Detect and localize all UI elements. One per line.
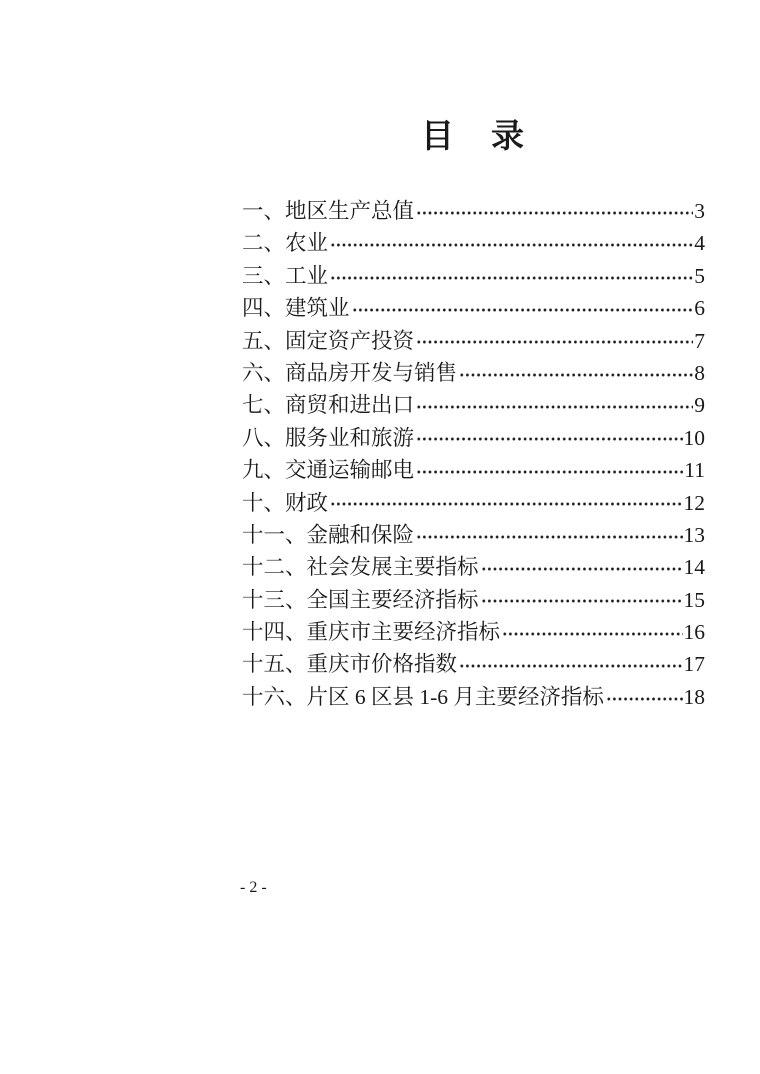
toc-entry <box>242 357 705 389</box>
toc-entry-page-number: 13 <box>683 522 705 547</box>
dot-leader <box>459 648 682 680</box>
toc-entry-page-number: 4 <box>694 231 705 256</box>
toc-entry-page-number: 5 <box>694 263 705 288</box>
toc-entry-page-number: 15 <box>683 587 705 612</box>
toc-entry-page-number: 16 <box>683 620 705 645</box>
dot-leader <box>481 551 683 583</box>
toc-entry-label: 五、固定资产投资 <box>242 328 415 353</box>
dot-leader <box>416 422 682 454</box>
toc-entry-page-number: 10 <box>683 425 705 450</box>
toc-entry <box>242 648 705 680</box>
toc-entry <box>242 681 705 713</box>
dot-leader <box>352 292 694 324</box>
toc-entry-page-number: 18 <box>683 684 705 709</box>
toc-entry-label: 十四、重庆市主要经济指标 <box>242 620 501 645</box>
dot-leader <box>330 227 693 259</box>
toc-entry-page-number: 11 <box>684 458 705 483</box>
toc-entry-page-number: 8 <box>694 360 705 385</box>
toc-entry-label: 十、财政 <box>242 490 329 515</box>
toc-entry-label: 七、商贸和进出口 <box>242 393 415 418</box>
footer-page-number: - 2 - <box>240 879 267 896</box>
toc-entry <box>242 616 705 648</box>
toc-entry-page-number: 7 <box>694 328 705 353</box>
toc-entry-label: 四、建筑业 <box>242 296 350 321</box>
toc-entry-label: 六、商品房开发与销售 <box>242 360 458 385</box>
toc-entry <box>242 519 705 551</box>
toc-entry-label: 十二、社会发展主要指标 <box>242 555 479 580</box>
dot-leader <box>416 195 693 227</box>
page-title: 目 录 <box>421 119 526 155</box>
dot-leader <box>416 454 683 486</box>
toc-entry-label: 九、交通运输邮电 <box>242 458 415 483</box>
toc-entry-page-number: 6 <box>694 296 705 321</box>
toc-entry-label: 十三、全国主要经济指标 <box>242 587 479 612</box>
toc-entry-page-number: 14 <box>683 555 705 580</box>
toc-entry <box>242 260 705 292</box>
toc-entry-label: 一、地区生产总值 <box>242 199 415 223</box>
toc-entry <box>242 325 705 357</box>
dot-leader <box>416 519 682 551</box>
toc-entry-page-number: 17 <box>683 652 705 677</box>
toc-entry <box>242 227 705 259</box>
toc-entry-label: 十五、重庆市价格指数 <box>242 652 458 677</box>
toc-entry <box>242 551 705 583</box>
toc-entry-label: 三、工业 <box>242 263 329 288</box>
dot-leader <box>606 681 683 713</box>
toc-entry-label: 八、服务业和旅游 <box>242 425 415 450</box>
dot-leader <box>416 389 693 421</box>
toc-entry <box>242 584 705 616</box>
toc-entry-page-number: 9 <box>694 393 705 418</box>
dot-leader <box>330 260 693 292</box>
toc-entry-label: 十一、金融和保险 <box>242 522 415 547</box>
dot-leader <box>459 357 693 389</box>
dot-leader <box>330 487 682 519</box>
toc-entry <box>242 487 705 519</box>
toc-entry-label: 十六、片区 6 区县 1-6 月主要经济指标 <box>242 684 604 709</box>
toc-entry-label: 二、农业 <box>242 231 329 256</box>
dot-leader <box>416 325 693 357</box>
toc-entry-page-number: 12 <box>683 490 705 515</box>
dot-leader <box>481 584 683 616</box>
toc-entry <box>242 292 705 324</box>
toc-entry-page-number: 3 <box>694 199 705 223</box>
toc-entry <box>242 195 705 227</box>
toc-entry <box>242 454 705 486</box>
toc-entry <box>242 389 705 421</box>
toc-entry <box>242 422 705 454</box>
dot-leader <box>502 616 682 648</box>
table-of-contents <box>242 195 705 713</box>
